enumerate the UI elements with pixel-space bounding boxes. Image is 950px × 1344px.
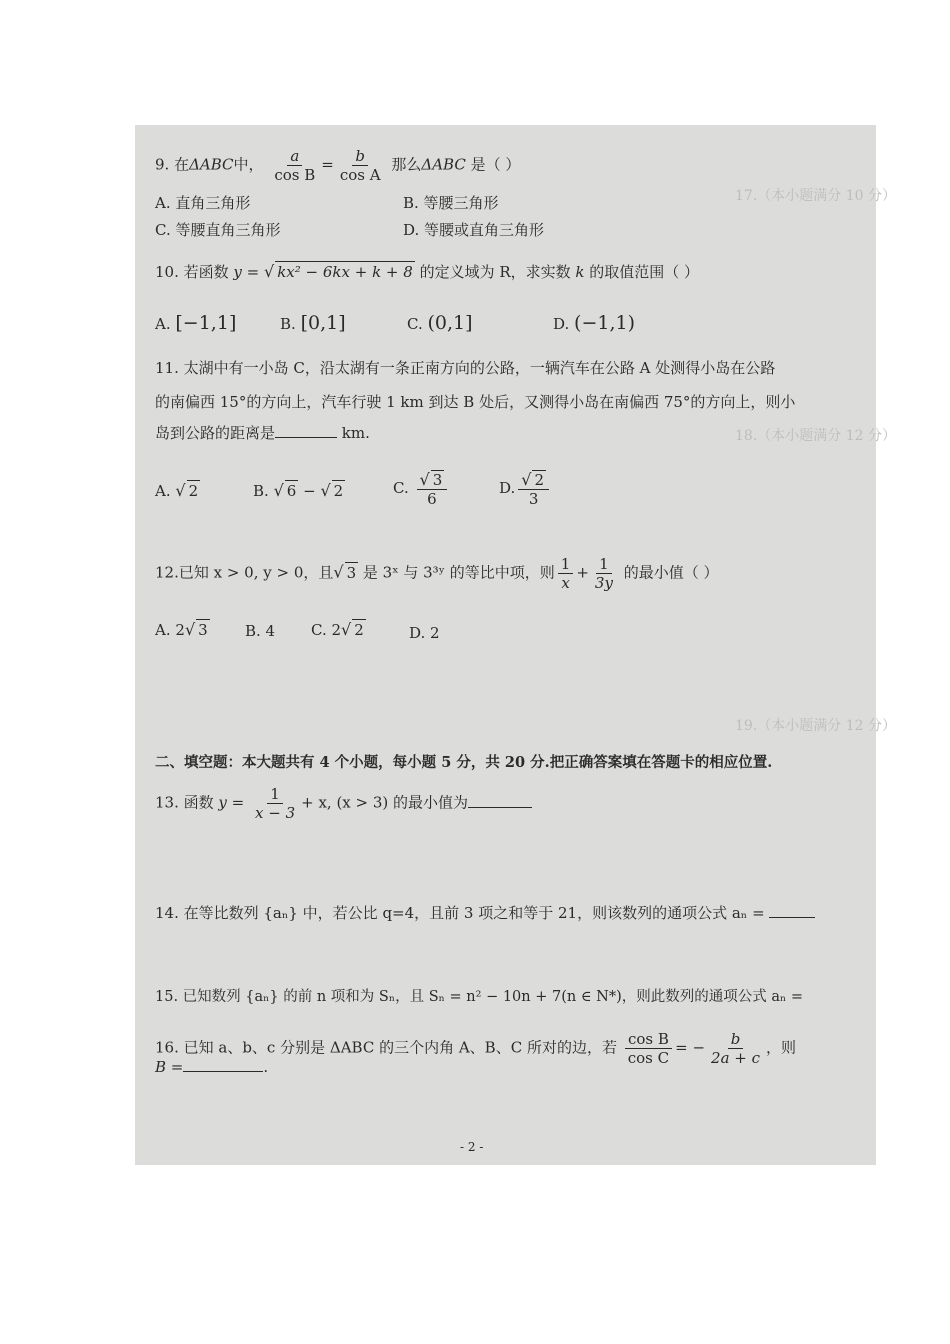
q11-line-2: 的南偏西 15°的方向上，汽车行驶 1 km 到达 B 处后，又测得小岛在南偏西 75°的方向上，则小 — [155, 393, 796, 411]
section-2-heading: 二、填空题：本大题共有 4 个小题，每小题 5 分，共 20 分.把正确答案填在答题卡的相应位置. — [155, 754, 773, 771]
q12-option-c: C. 2√ 2 — [311, 620, 364, 639]
q12-stem: 12.已知 x > 0, y > 0，且√ 3 是 3ˣ 与 3³ʸ 的等比中项，则 $\frac{1}{x}$ + $\frac{1}{3y}$ 的最小值（ ） — [155, 555, 719, 592]
q9-option-d: D. 等腰或直角三角形 — [403, 221, 545, 239]
q16-answer-blank — [183, 1071, 263, 1072]
q10-radicand: kx² − 6kx + k + 8 — [277, 263, 413, 281]
q11-option-d: D. $\frac{√ 2}{3}$ — [499, 470, 552, 508]
q14-answer-blank — [769, 917, 815, 918]
q9-triangle: ΔABC — [189, 155, 234, 174]
q9-stem: 9. 在ΔABC中， $\frac{a}{\text{cos B}}$ = $\frac{b}{\text{cos A}}$ 那么ΔABC 是（ ） — [155, 147, 521, 184]
q9-option-a: A. 直角三角形 — [155, 194, 251, 212]
q9-option-c: C. 等腰直角三角形 — [155, 221, 281, 239]
q9-option-b: B. 等腰三角形 — [403, 194, 499, 212]
q10-option-c: C. (0,1] — [407, 312, 473, 334]
q12-option-b: B. 4 — [245, 622, 276, 640]
q11-line-1: 11. 太湖中有一小岛 C，沿太湖有一条正南方向的公路，一辆汽车在公路 A 处测得小岛在公路 — [155, 359, 776, 377]
q14-stem: 14. 在等比数列 {aₙ} 中，若公比 q=4，且前 3 项之和等于 21，则该数列的通项公式 aₙ = — [155, 903, 815, 923]
q10-option-d: D. (−1,1) — [553, 312, 636, 334]
q11-option-b: B. √ 6 − √ 2 — [253, 481, 344, 500]
radical-sign: √ — [264, 262, 275, 281]
q9-zhong: 中， — [233, 155, 264, 174]
q10-option-a: A. [−1,1] — [155, 312, 237, 334]
q13-answer-blank — [468, 807, 532, 808]
q13-stem: 13. 函数 y = $\frac{1}{x - 3}$ + x, (x > 3) 的最小值为 — [155, 785, 532, 822]
q9-fraction-2: $\frac{b}{\text{cos A}}$ — [339, 147, 381, 184]
q11-option-c: C. $\frac{√ 3}{6}$ — [393, 470, 450, 508]
q9-fraction-1: $\frac{a}{\text{cos B}}$ — [274, 147, 316, 184]
q10-option-b: B. [0,1] — [280, 312, 346, 334]
q16-line-1: 16. 已知 a、b、c 分别是 ΔABC 的三个内角 A、B、C 所对的边，若 $\frac{\text{cos B}}{\text{cos C}}$ = − $\frac{b}{2a + c}$ ，则 — [155, 1030, 797, 1067]
q10-stem: 10. 若函数 y = √ kx² − 6kx + k + 8 的定义域为 R，求实数 k 的取值范围（ ） — [155, 262, 700, 281]
q9-prefix: 9. 在 — [155, 155, 190, 174]
bleed-through-text: 17.（本小题满分 10 分） — [735, 188, 896, 204]
q11-answer-blank — [275, 437, 337, 438]
bleed-through-text: 18.（本小题满分 12 分） — [735, 428, 896, 444]
q12-option-d: D. 2 — [409, 624, 440, 642]
q11-line-3: 岛到公路的距离是 km. — [155, 424, 370, 442]
q16-line-2: B = . — [155, 1058, 269, 1076]
q11-option-a: A. √ 2 — [155, 481, 199, 500]
exam-page — [135, 125, 896, 1165]
page-number: - 2 - — [460, 1140, 484, 1154]
q15-stem: 15. 已知数列 {aₙ} 的前 n 项和为 Sₙ，且 Sₙ = n² − 10n + 7(n ∈ N*)，则此数列的通项公式 aₙ = — [155, 989, 804, 1005]
bleed-through-text: 19.（本小题满分 12 分） — [735, 718, 896, 734]
q12-option-a: A. 2√ 3 — [155, 620, 208, 639]
